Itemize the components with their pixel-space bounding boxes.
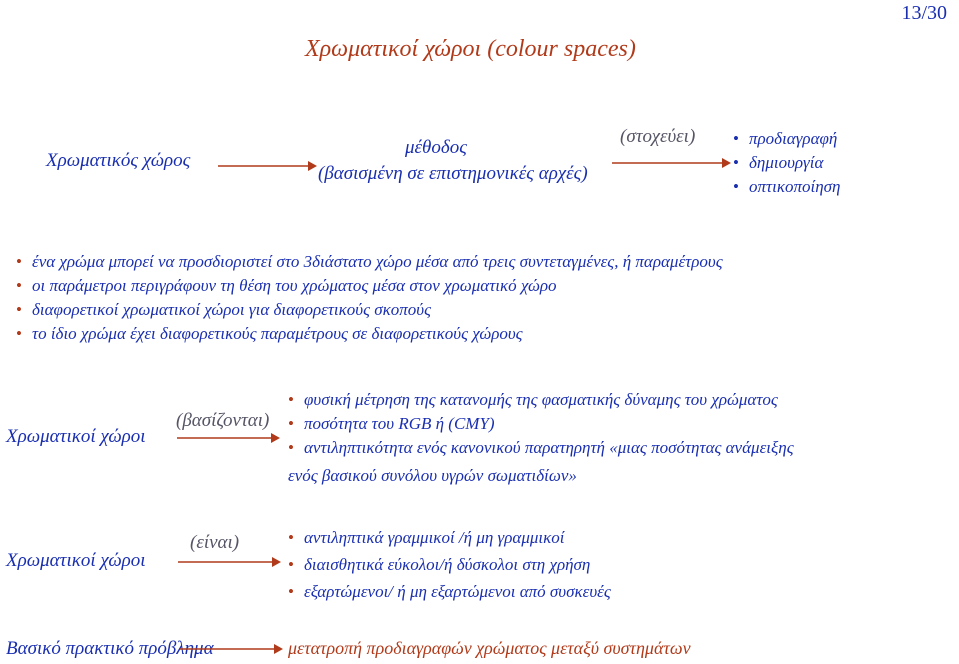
- slide-title: Χρωματικοί χώροι (colour spaces): [305, 36, 636, 62]
- list-item: • το ίδιο χρώμα έχει διαφορετικούς παραμέτρους σε διαφορετικούς χώρους: [16, 322, 723, 346]
- list-item: • αντιληπτικά γραμμικοί /ή μη γραμμικοί: [288, 524, 611, 551]
- list-item: • ένα χρώμα μπορεί να προσδιοριστεί στο 3διάστατο χώρο μέσα από τρεις συντεταγμένες, ή παραμέτρους: [16, 250, 723, 274]
- arrow-icon: [612, 157, 732, 169]
- main-bullet-list: [16, 250, 723, 346]
- based-on-continuation: ενός βασικού συνόλου υγρών σωματιδίων»: [288, 466, 577, 485]
- method-label: μέθοδος: [405, 137, 467, 158]
- color-space-label: Χρωματικός χώρος: [46, 150, 191, 171]
- arrow-icon: [218, 160, 318, 172]
- are-label: (είναι): [190, 532, 240, 553]
- list-item: • ποσότητα του RGB ή (CMY): [288, 412, 794, 436]
- targets-list: [733, 127, 840, 199]
- list-item: • δημιουργία: [733, 151, 840, 175]
- targets-arrow-label: (στοχεύει): [620, 126, 696, 147]
- method-basis-label: (βασισμένη σε επιστημονικές αρχές): [318, 163, 588, 184]
- based-on-list: [288, 388, 794, 460]
- list-item: • φυσική μέτρηση της κατανομής της φασματικής δύναμης του χρώματος: [288, 388, 794, 412]
- based-on-label: (βασίζονται): [176, 410, 270, 431]
- list-item: • διαφορετικοί χρωματικοί χώροι για διαφορετικούς σκοπούς: [16, 298, 723, 322]
- list-item: • οπτικοποίηση: [733, 175, 840, 199]
- list-item: • διαισθητικά εύκολοι/ή δύσκολοι στη χρήση: [288, 551, 611, 578]
- list-item: • οι παράμετροι περιγράφουν τη θέση του χρώματος μέσα στον χρωματικό χώρο: [16, 274, 723, 298]
- list-item: • εξαρτώμενοι/ ή μη εξαρτώμενοι από συσκευές: [288, 578, 611, 605]
- arrow-icon: [178, 556, 283, 568]
- conversion-label: μετατροπή προδιαγραφών χρώματος μεταξύ συστημάτων: [288, 638, 691, 658]
- list-item: • αντιληπτικότητα ενός κανονικού παρατηρητή «μιας ποσότητας ανάμειξης: [288, 436, 794, 460]
- arrow-icon: [177, 432, 282, 444]
- arrow-icon: [180, 643, 285, 655]
- page-number: 13/30: [901, 2, 947, 24]
- are-list: [288, 524, 611, 605]
- color-spaces-label: Χρωματικοί χώροι: [6, 426, 146, 447]
- list-item: • προδιαγραφή: [733, 127, 840, 151]
- color-spaces-label-2: Χρωματικοί χώροι: [6, 550, 146, 571]
- practical-problem-label: Βασικό πρακτικό πρόβλημα: [6, 638, 214, 659]
